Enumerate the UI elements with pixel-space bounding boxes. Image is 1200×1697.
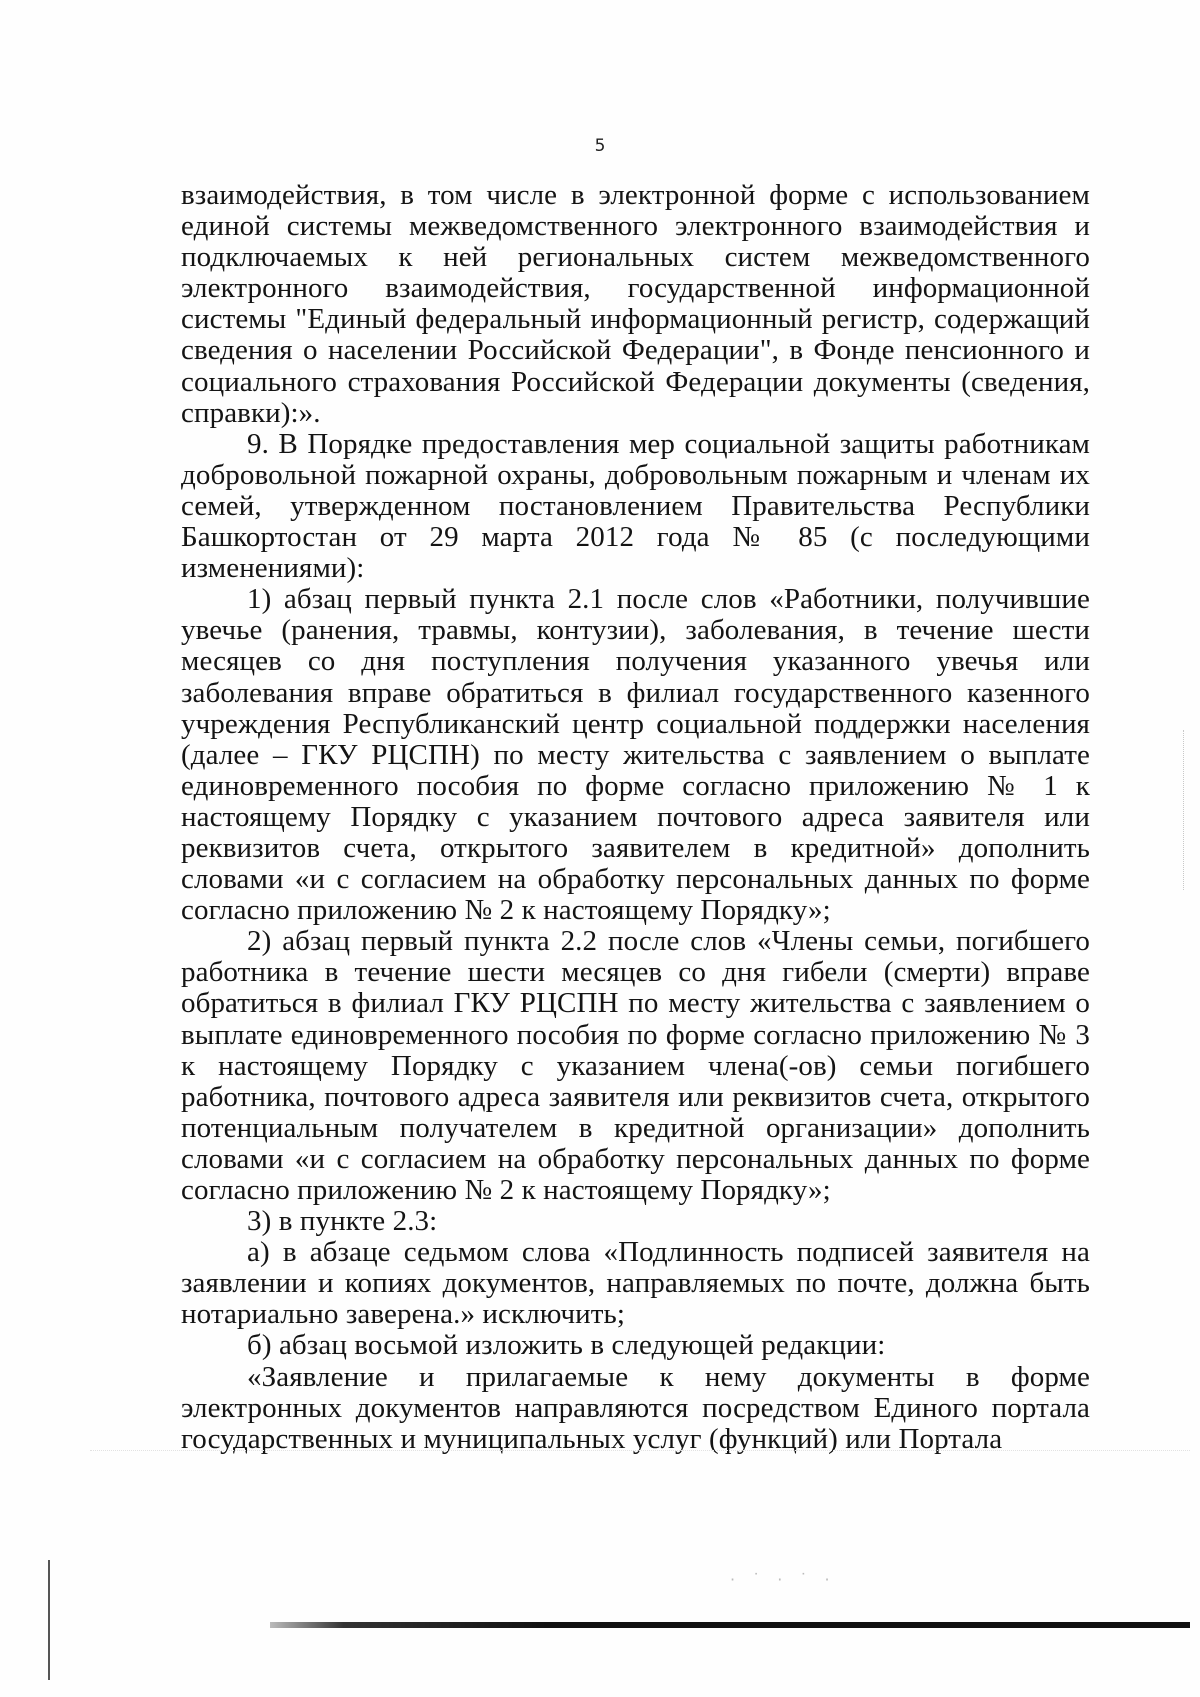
scan-artifact-right: [1183, 730, 1185, 890]
paragraph-subitem-3b: б) абзац восьмой изложить в следующей редакции:: [247, 1329, 886, 1362]
scan-edge-left: [48, 1560, 50, 1680]
scan-artifact-mid: [90, 1450, 1190, 1452]
paragraph-item-9: 9. В Порядке предоставления мер социальной защиты работникам добровольной пожарной охраны, добровольным пожарным и членам их семей, утвержденном постановлением Правительства Республики Башкортостан от 29 марта 2012 года № 85 (с последующими изменениями):: [181, 427, 1090, 585]
paragraph-quoted-text: «Заявление и прилагаемые к нему документы в форме электронных документов направляются посредством Единого портала государственных и муниципальных услуг (функций) или Портала: [181, 1360, 1090, 1455]
paragraph-continuation: взаимодействия, в том числе в электронной форме с использованием единой системы межведомственного электронного взаимодействия и подключаемых к ней региональных систем межведомственного электронного взаимодействия, государственной информационной системы "Единый федеральный информационный регистр, содержащий сведения о населении Российской Федерации", в Фонде пенсионного и социального страхования Российской Федерации документы (сведения, справки):».: [181, 179, 1090, 429]
paragraph-subitem-2: 2) абзац первый пункта 2.2 после слов «Члены семьи, погибшего работника в течение шести месяцев со дня гибели (смерти) вправе обратиться в филиал ГКУ РЦСПН по месту жительства с заявлением о выплате единовременного пособия по форме согласно приложению № 3 к настоящему Порядку с указанием члена(-ов) семьи погибшего работника, почтового адреса заявителя или реквизитов счета, открытого потенциальным получателем в кредитной организации» дополнить словами «и с согласием на обработку персональных данных по форме согласно приложению № 2 к настоящему Порядку»;: [181, 925, 1090, 1206]
document-body: [181, 180, 1090, 1455]
paragraph-subitem-3: 3) в пункте 2.3:: [247, 1205, 438, 1238]
scan-smudge: · ˙ · ˙ ·: [730, 1570, 836, 1589]
paragraph-subitem-3a: а) в абзаце седьмом слова «Подлинность подписей заявителя на заявлении и копиях документов, направляемых по почте, должна быть нотариально заверена.» исключить;: [181, 1236, 1090, 1331]
paragraph-subitem-1: 1) абзац первый пункта 2.1 после слов «Работники, получившие увечье (ранения, травмы, контузии), заболевания, в течение шести месяцев со дня поступления получения указанного увечья или заболевания вправе обратиться в филиал государственного казенного учреждения Республиканский центр социальной поддержки населения (далее – ГКУ РЦСПН) по месту жительства с заявлением о выплате единовременного пособия по форме согласно приложению № 1 к настоящему Порядку с указанием почтового адреса заявителя или реквизитов счета, открытого заявителем в кредитной» дополнить словами «и с согласием на обработку персональных данных по форме согласно приложению № 2 к настоящему Порядку»;: [181, 583, 1090, 927]
scan-edge-bottom: [270, 1622, 1190, 1628]
page-number: 5: [594, 136, 606, 156]
